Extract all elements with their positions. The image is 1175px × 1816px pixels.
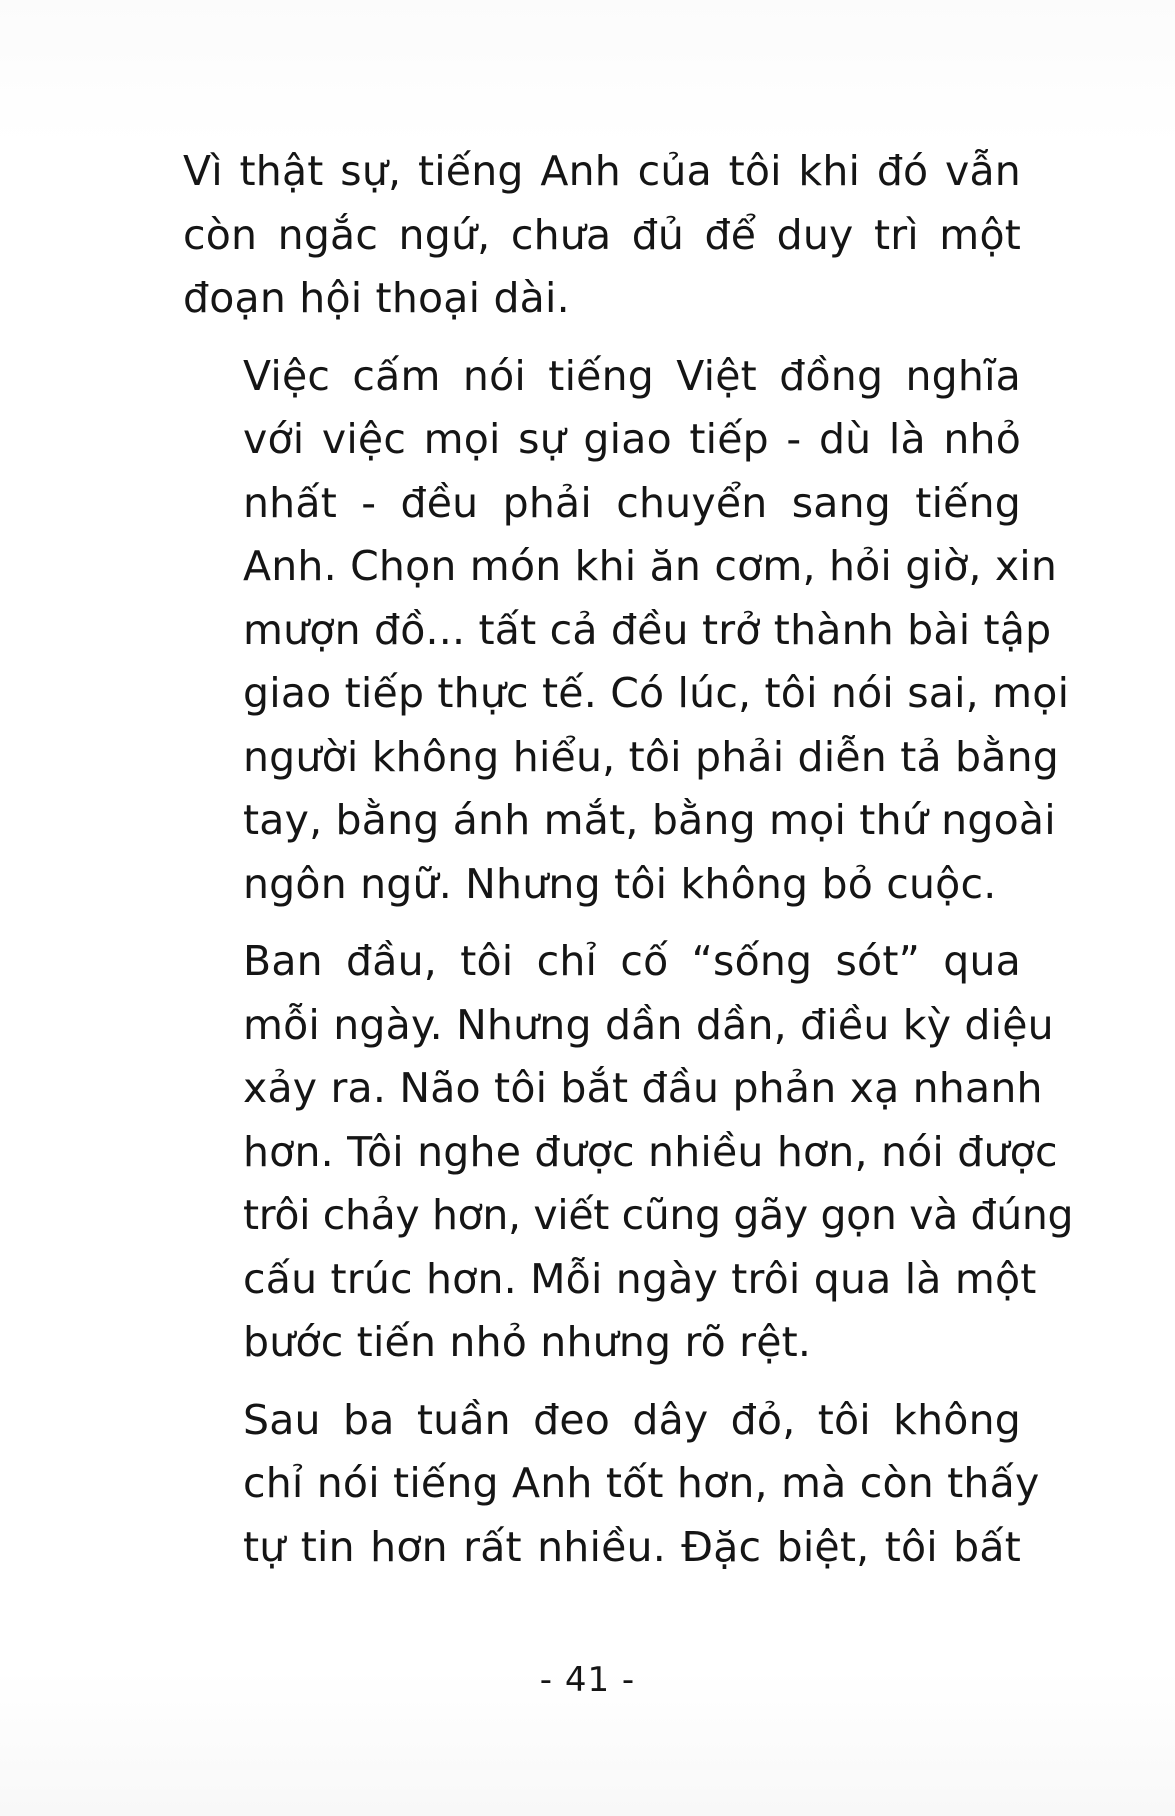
text-line: chỉ nói tiếng Anh tốt hơn, mà còn thấy [243, 1459, 1040, 1507]
text-line: Sau ba tuần đeo dây đỏ, tôi không [243, 1395, 1021, 1444]
text-line: bước tiến nhỏ nhưng rõ rệt. [243, 1318, 812, 1366]
text-line: còn ngắc ngứ, chưa đủ để duy trì một [183, 210, 1021, 259]
text-line: xảy ra. Não tôi bắt đầu phản xạ nhanh [243, 1064, 1043, 1112]
paragraph-4 [183, 1389, 1040, 1580]
text-line: Việc cấm nói tiếng Việt đồng nghĩa [243, 351, 1021, 400]
text-line: hơn. Tôi nghe được nhiều hơn, nói được [243, 1127, 1058, 1176]
text-line: trôi chảy hơn, viết cũng gãy gọn và đúng [243, 1191, 1074, 1239]
text-line: tay, bằng ánh mắt, bằng mọi thứ ngoài [243, 796, 1056, 844]
text-line: đoạn hội thoại dài. [183, 274, 570, 322]
text-line: Vì thật sự, tiếng Anh của tôi khi đó vẫn [183, 147, 1021, 195]
text-line: giao tiếp thực tế. Có lúc, tôi nói sai, mọi [243, 669, 1070, 717]
text-line: ngôn ngữ. Nhưng tôi không bỏ cuộc. [243, 859, 997, 908]
text-line: nhất - đều phải chuyển sang tiếng [243, 478, 1021, 527]
paragraph-3 [183, 930, 1074, 1375]
text-line: mỗi ngày. Nhưng dần dần, điều kỳ diệu [243, 1000, 1054, 1049]
text-line: cấu trúc hơn. Mỗi ngày trôi qua là một [243, 1254, 1037, 1303]
page-number: - 41 - [539, 1660, 636, 1700]
text-line: với việc mọi sự giao tiếp - dù là nhỏ [243, 415, 1021, 463]
text-line: người không hiểu, tôi phải diễn tả bằng [243, 732, 1060, 781]
text-line: Anh. Chọn món khi ăn cơm, hỏi giờ, xin [243, 542, 1058, 590]
paragraph-1 [183, 140, 1021, 331]
text-line: tự tin hơn rất nhiều. Đặc biệt, tôi bất [243, 1522, 1021, 1571]
paragraph-2 [183, 345, 1070, 917]
text-line: Ban đầu, tôi chỉ cố “sống sót” qua [243, 937, 1021, 985]
body-text [183, 140, 1074, 1579]
text-line: mượn đồ... tất cả đều trở thành bài tập [243, 605, 1052, 654]
